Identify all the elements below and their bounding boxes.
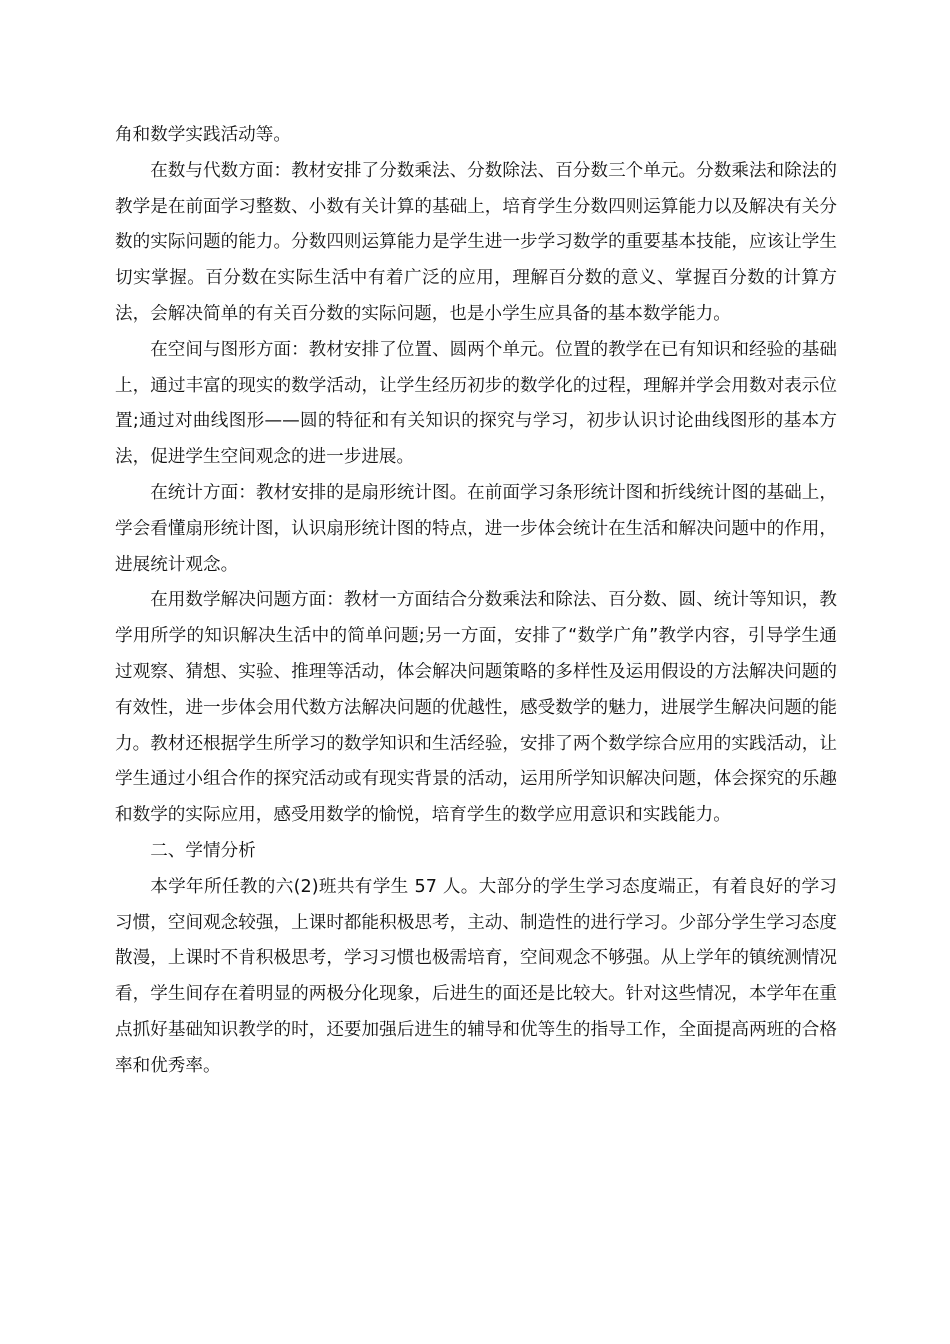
paragraph-statistics: 在统计方面：教材安排的是扇形统计图。在前面学习条形统计图和折线统计图的基础上，学会看懂扇形统计图，认识扇形统计图的特点，进一步体会统计在生活和解决问题中的作用，进展统计观念。 [115,482,837,575]
paragraph-number-algebra: 在数与代数方面：教材安排了分数乘法、分数除法、百分数三个单元。分数乘法和除法的教学是在前面学习整数、小数有关计算的基础上，培育学生分数四则运算能力以及解决有关分数的实际问题的能力。分数四则运算能力是学生进一步学习数学的重要基本技能，应该让学生切实掌握。百分数在实际生活中有着广泛的应用，理解百分数的意义、掌握百分数的计算方法，会解决简单的有关百分数的实际问题，也是小学生应具备的基本数学能力。 [115,160,837,324]
paragraph-space-geometry: 在空间与图形方面：教材安排了位置、圆两个单元。位置的教学在已有知识和经验的基础上，通过丰富的现实的数学活动，让学生经历初步的数学化的过程，理解并学会用数对表示位置;通过对曲线图形——圆的特征和有关知识的探究与学习，初步认识讨论曲线图形的基本方法，促进学生空间观念的进一步进展。 [115,339,837,468]
document-body [115,118,837,1085]
section-heading-student-analysis: 二、学情分析 [150,840,256,861]
paragraph-student-analysis: 本学年所任教的六(2)班共有学生 57 人。大部分的学生学习态度端正，有着良好的学习习惯，空间观念较强，上课时都能积极思考，主动、制造性的进行学习。少部分学生学习态度散漫，上课时不肯积极思考，学习习惯也极需培育，空间观念不够强。从上学年的镇统测情况看，学生间存在着明显的两极分化现象，后进生的面还是比较大。针对这些情况，本学年在重点抓好基础知识教学的时，还要加强后进生的辅导和优等生的指导工作，全面提高两班的合格率和优秀率。 [115,876,837,1076]
paragraph-continuation: 角和数学实践活动等。 [115,125,291,145]
paragraph-problem-solving: 在用数学解决问题方面：教材一方面结合分数乘法和除法、百分数、圆、统计等知识，教学用所学的知识解决生活中的简单问题;另一方面，安排了“数学广角”教学内容，引导学生通过观察、猜想、实验、推理等活动，体会解决问题策略的多样性及运用假设的方法解决问题的有效性，进一步体会用代数方法解决问题的优越性，感受数学的魅力，进展学生解决问题的能力。教材还根据学生所学习的数学知识和生活经验，安排了两个数学综合应用的实践活动，让学生通过小组合作的探究活动或有现实背景的活动，运用所学知识解决问题，体会探究的乐趣和数学的实际应用，感受用数学的愉悦，培育学生的数学应用意识和实践能力。 [115,590,837,826]
